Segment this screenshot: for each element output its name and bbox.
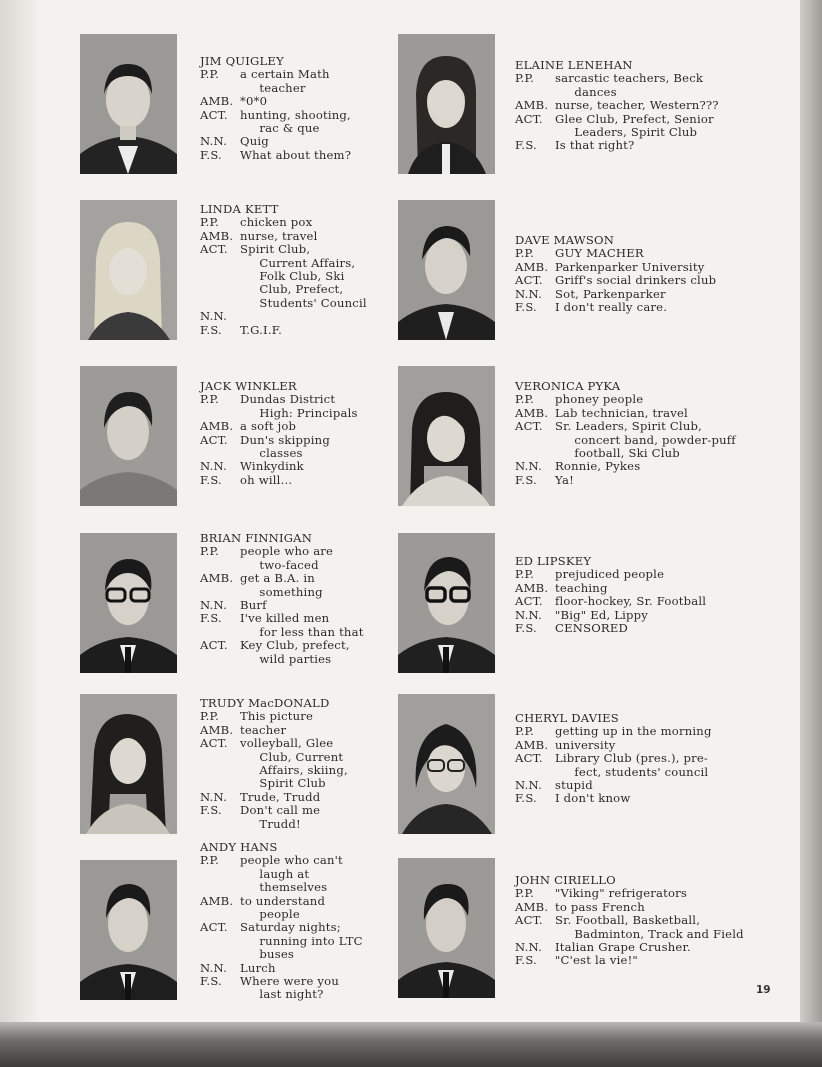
entry-line: buses — [240, 947, 295, 962]
entry-line: AMB. university — [515, 737, 616, 752]
entry-line: F.S. I don't really care. — [515, 300, 668, 315]
student-photo-dave-mawson — [398, 200, 495, 340]
entry-line: teacher — [240, 80, 306, 95]
entry-line: ACT. volleyball, Glee — [200, 736, 334, 751]
entry-line: AMB. to understand — [200, 893, 326, 908]
entry-line: concert band, powder-puff — [555, 432, 736, 447]
entry-line: ACT. Library Club (pres.), pre- — [515, 751, 709, 766]
student-photo-brian-finnigan — [80, 533, 177, 673]
student-name: ANDY HANS — [200, 840, 278, 854]
entry-line: Folk Club, Ski — [240, 269, 345, 284]
student-photo-veronica-pyka — [398, 366, 495, 506]
student-name: JOHN CIRIELLO — [515, 873, 616, 887]
entry-line: Badminton, Track and Field — [555, 926, 744, 941]
entry-line: F.S. Is that right? — [515, 138, 635, 153]
entry-line: AMB. *0*0 — [200, 94, 268, 109]
entry-line: P.P. people who can't — [200, 853, 343, 868]
student-name: JACK WINKLER — [200, 379, 297, 393]
entry-line: for less than that — [240, 624, 364, 639]
student-photo-trudy-macdonald — [80, 694, 177, 834]
page-number: 19 — [756, 984, 771, 996]
entry-line: P.P. a certain Math — [200, 67, 330, 82]
entry-line: Spirit Club — [240, 776, 326, 791]
entry-line: N.N. stupid — [515, 778, 593, 793]
entry-line: High: Principals — [240, 405, 358, 420]
entry-line: P.P. people who are — [200, 544, 334, 559]
entry-line: F.S. I don't know — [515, 791, 631, 806]
entry-line: themselves — [240, 880, 328, 895]
student-entry-5 — [515, 380, 736, 487]
entry-line: ACT. Saturday nights; — [200, 920, 341, 935]
entry-line: wild parties — [240, 651, 332, 666]
bottom-shadow — [0, 1022, 822, 1067]
entry-line: ACT. Griff's social drinkers club — [515, 273, 717, 288]
entry-line: F.S. Don't call me — [200, 803, 321, 818]
student-name: CHERYL DAVIES — [515, 711, 619, 725]
entry-line: rac & que — [240, 121, 320, 136]
entry-line: F.S. Where were you — [200, 974, 340, 989]
entry-line: F.S. CENSORED — [515, 621, 629, 636]
entry-line: Current Affairs, — [240, 255, 356, 270]
entry-line: ACT. Spirit Club, — [200, 242, 311, 257]
entry-line: N.N. Ronnie, Pykes — [515, 459, 641, 474]
entry-line: ACT. Sr. Football, Basketball, — [515, 913, 701, 928]
entry-line: P.P. Dundas District — [200, 392, 336, 407]
entry-line: P.P. sarcastic teachers, Beck — [515, 71, 704, 86]
student-entry-4 — [200, 380, 358, 487]
entry-line: P.P. phoney people — [515, 392, 644, 407]
page-edge — [800, 0, 822, 1030]
entry-line: F.S. T.G.I.F. — [200, 322, 283, 337]
entry-line: AMB. teacher — [200, 722, 287, 737]
entry-line: P.P. prejudiced people — [515, 567, 665, 582]
entry-line: fect, students' council — [555, 764, 709, 779]
student-photo-andy-hans — [80, 860, 177, 1000]
entry-line: ACT. floor-hockey, Sr. Football — [515, 594, 707, 609]
student-name: JIM QUIGLEY — [200, 54, 284, 68]
entry-line: F.S. I've killed men — [200, 611, 330, 626]
entry-line: N.N. Italian Grape Crusher. — [515, 940, 691, 955]
student-name: ED LIPSKEY — [515, 554, 592, 568]
student-photo-jim-quigley — [80, 34, 177, 174]
student-entry-7 — [515, 555, 706, 635]
entry-line: F.S. Ya! — [515, 472, 574, 487]
entry-line: N.N. Winkydink — [200, 459, 304, 474]
entry-line: N.N. Burf — [200, 598, 267, 613]
student-name: BRIAN FINNIGAN — [200, 531, 313, 545]
entry-line: laugh at — [240, 866, 310, 881]
entry-line: P.P. getting up in the morning — [515, 724, 712, 739]
student-name: LINDA KETT — [200, 202, 279, 216]
entry-line: ACT. hunting, shooting, — [200, 107, 351, 122]
entry-line: AMB. to pass French — [515, 899, 645, 914]
entry-line: something — [240, 584, 323, 599]
entry-line: N.N. Lurch — [200, 960, 276, 975]
student-name: VERONICA PYKA — [515, 379, 621, 393]
entry-line: N.N. — [200, 309, 227, 324]
student-photo-elaine-lenehan — [398, 34, 495, 174]
student-entry-2 — [200, 203, 367, 337]
student-entry-10 — [200, 841, 363, 1002]
entry-line: AMB. nurse, teacher, Western??? — [515, 98, 719, 113]
student-entry-1 — [515, 59, 719, 153]
entry-line: P.P. "Viking" refrigerators — [515, 886, 688, 901]
student-photo-john-ciriello — [398, 858, 495, 998]
entry-line: football, Ski Club — [555, 446, 680, 461]
entry-line: P.P. This picture — [200, 709, 314, 724]
student-photo-jack-winkler — [80, 366, 177, 506]
entry-line: AMB. Lab technician, travel — [515, 405, 688, 420]
student-photo-cheryl-davies — [398, 694, 495, 834]
page-spine-shadow — [0, 0, 40, 1030]
entry-line: Trudd! — [240, 816, 301, 831]
student-name: TRUDY MacDONALD — [200, 696, 330, 710]
student-entry-11 — [515, 874, 744, 968]
entry-line: N.N. Sot, Parkenparker — [515, 286, 666, 301]
entry-line: ACT. Key Club, prefect, — [200, 638, 350, 653]
student-entry-8 — [200, 697, 348, 831]
entry-line: F.S. oh will... — [200, 472, 293, 487]
entry-line: Club, Prefect, — [240, 282, 344, 297]
entry-line: ACT. Glee Club, Prefect, Senior — [515, 111, 714, 126]
student-entry-6 — [200, 532, 364, 666]
entry-line: AMB. Parkenparker University — [515, 259, 705, 274]
student-name: DAVE MAWSON — [515, 233, 615, 247]
student-entry-0 — [200, 55, 351, 162]
entry-line: ACT. Dun's skipping — [200, 432, 330, 447]
entry-line: AMB. teaching — [515, 580, 608, 595]
entry-line: N.N. "Big" Ed, Lippy — [515, 607, 649, 622]
entry-line: Leaders, Spirit Club — [555, 125, 698, 140]
entry-line: AMB. get a B.A. in — [200, 571, 315, 586]
entry-line: two-faced — [240, 557, 319, 572]
entry-line: last night? — [240, 987, 324, 1002]
entry-line: N.N. Quig — [200, 134, 269, 149]
student-entry-3 — [515, 234, 716, 314]
entry-line: people — [240, 907, 300, 922]
entry-line: dances — [555, 84, 617, 99]
entry-line: F.S. "C'est la vie!" — [515, 953, 638, 968]
student-photo-ed-lipskey — [398, 533, 495, 673]
student-entry-9 — [515, 712, 712, 806]
entry-line: P.P. chicken pox — [200, 215, 313, 230]
entry-line: F.S. What about them? — [200, 147, 352, 162]
student-photo-linda-kett — [80, 200, 177, 340]
entry-line: P.P. GUY MACHER — [515, 246, 644, 261]
entry-line: Students' Council — [240, 295, 367, 310]
entry-line: N.N. Trude, Trudd — [200, 789, 321, 804]
entry-line: AMB. nurse, travel — [200, 228, 318, 243]
entry-line: AMB. a soft job — [200, 419, 297, 434]
student-name: ELAINE LENEHAN — [515, 58, 633, 72]
entry-line: Club, Current — [240, 749, 344, 764]
entry-line: ACT. Sr. Leaders, Spirit Club, — [515, 419, 703, 434]
entry-line: running into LTC — [240, 933, 363, 948]
entry-line: classes — [240, 446, 303, 461]
entry-line: Affairs, skiing, — [240, 763, 348, 778]
